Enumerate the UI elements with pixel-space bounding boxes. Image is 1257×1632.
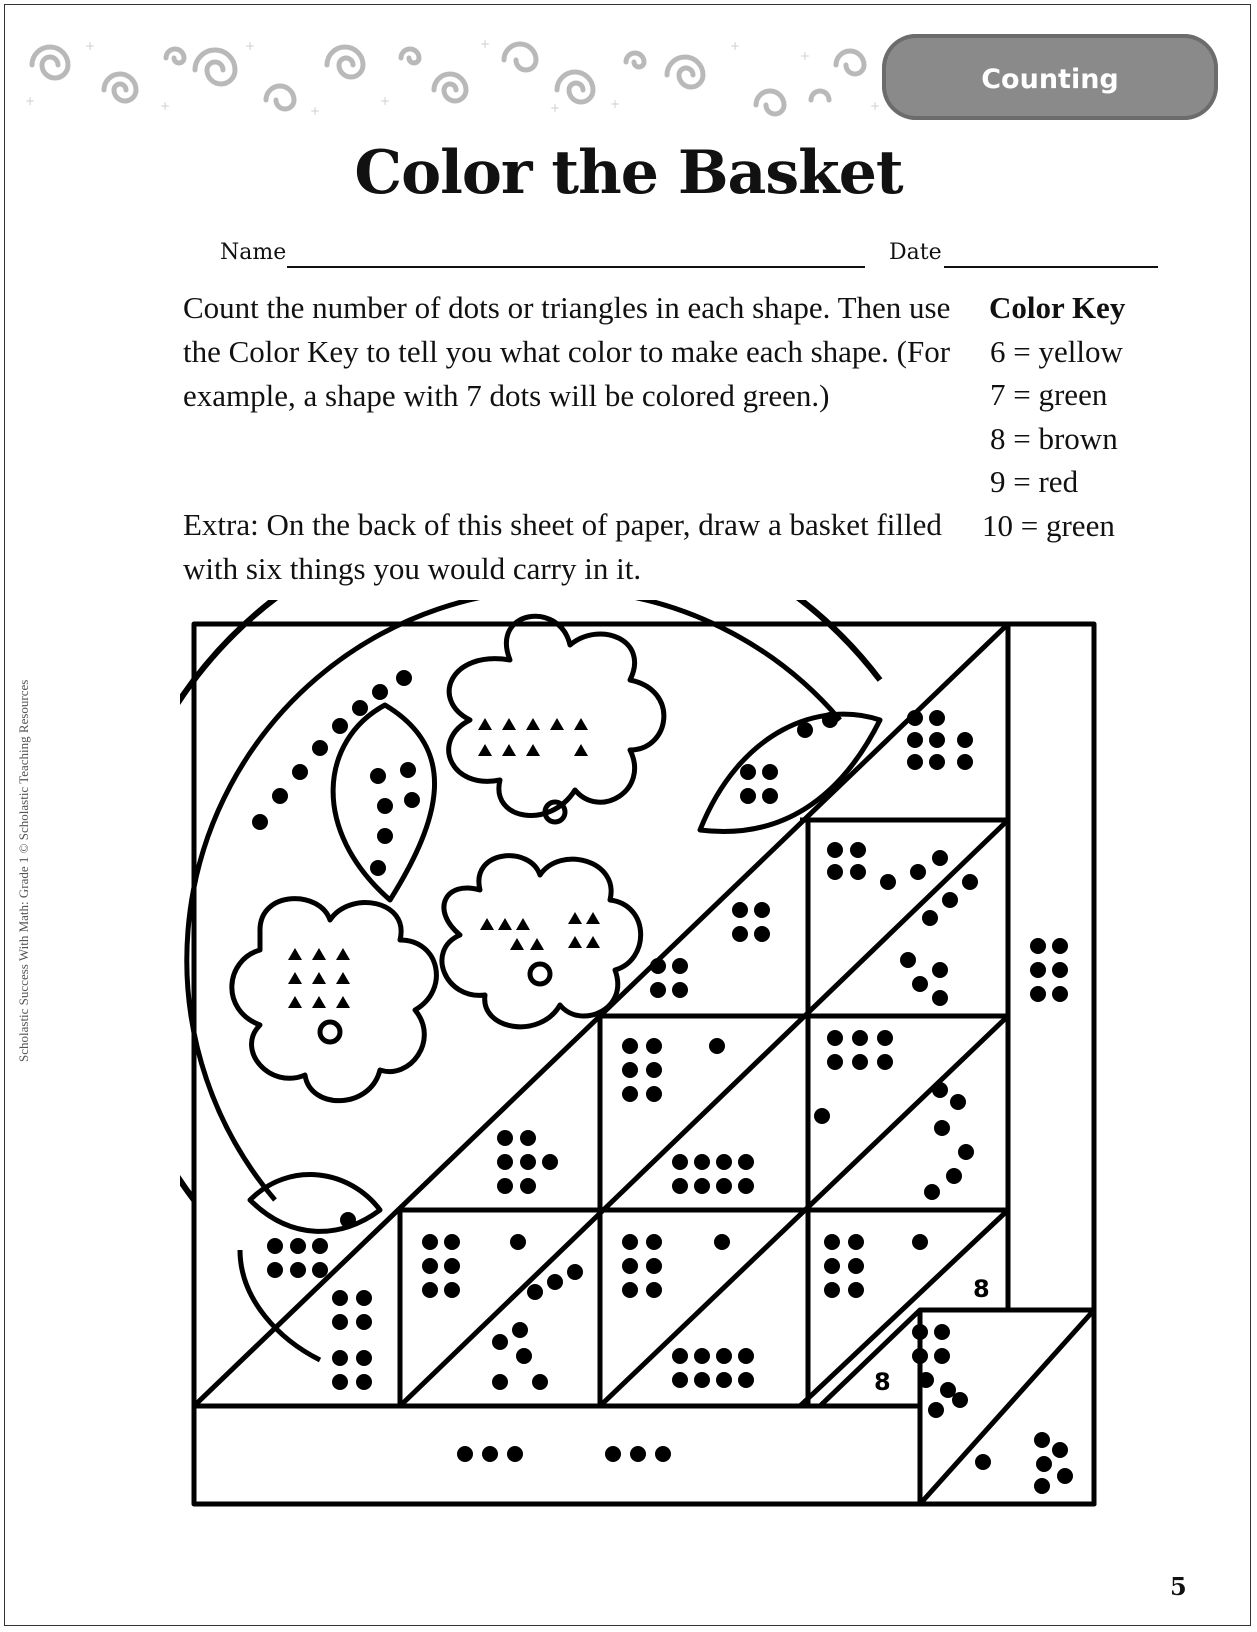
section-tab <box>882 34 1218 120</box>
svg-text:+: + <box>380 94 391 108</box>
extra-task-text: Extra: On the back of this sheet of paper, draw a basket filled with six things you would carry in it. <box>183 507 942 586</box>
svg-text:+: + <box>85 39 96 53</box>
date-label: Date <box>889 240 942 265</box>
svg-text:+: + <box>245 39 256 53</box>
answer-label-8-top: 8 <box>973 1275 990 1303</box>
color-key-row: 9 = red <box>990 464 1079 499</box>
svg-text:+: + <box>480 37 491 51</box>
decorative-swirl-border <box>10 20 890 120</box>
basket-coloring-picture[interactable] <box>180 600 1140 1560</box>
flower-middle <box>442 856 641 1027</box>
color-key-row: 8 = brown <box>990 420 1118 456</box>
page-number: 5 <box>1170 1572 1187 1601</box>
svg-text:+: + <box>610 97 621 111</box>
svg-text:+: + <box>310 104 321 118</box>
name-label: Name <box>220 240 287 265</box>
svg-text:+: + <box>730 39 741 53</box>
flower-left <box>232 899 437 1101</box>
svg-text:+: + <box>870 99 881 113</box>
color-key <box>970 286 1140 547</box>
color-key-row: 7 = green <box>990 377 1108 412</box>
svg-text:+: + <box>800 49 811 63</box>
color-key-row: 6 = yellow <box>990 333 1123 369</box>
section-tab-label: Counting <box>981 64 1119 95</box>
instructions-paragraph <box>183 286 963 418</box>
color-key-title: Color Key <box>989 290 1126 325</box>
flower-top <box>449 616 664 815</box>
instructions-text: Count the number of dots or triangles in each shape. Then use the Color Key to tell you what color to make each shape. (For example, a shape with 7 dots will be colored green.) <box>183 290 951 413</box>
answer-label-8-bottom: 8 <box>874 1368 891 1396</box>
page-title: Color the Basket <box>354 138 903 208</box>
svg-text:+: + <box>160 99 171 113</box>
svg-text:+: + <box>25 94 36 108</box>
date-field[interactable] <box>944 266 1158 268</box>
name-field[interactable] <box>287 266 865 268</box>
color-key-row: 10 = green <box>982 507 1115 543</box>
svg-text:+: + <box>550 101 561 115</box>
copyright-credit: Scholastic Success With Math: Grade 1 © Scholastic Teaching Resources <box>16 679 31 1062</box>
